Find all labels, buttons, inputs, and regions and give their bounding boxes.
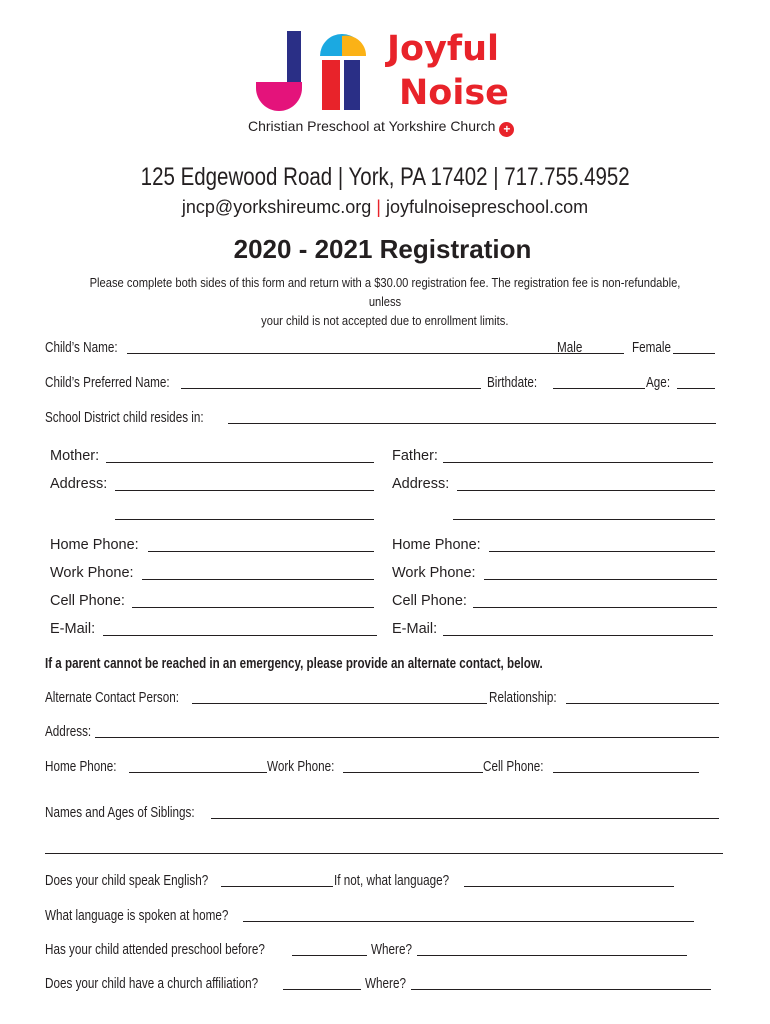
mother-email-field[interactable] <box>103 635 377 636</box>
preschool-field[interactable] <box>292 943 367 956</box>
birthdate-field[interactable] <box>553 376 645 389</box>
church-field[interactable] <box>283 977 361 990</box>
father-email-field[interactable] <box>443 635 713 636</box>
father-cell-phone-field[interactable] <box>473 607 717 608</box>
male-label: Male <box>557 339 583 356</box>
age-label: Age: <box>646 374 671 391</box>
mother-address-label: Address: <box>50 476 108 492</box>
school-district-row <box>45 409 725 427</box>
mother-work-phone-label: Work Phone: <box>50 565 134 581</box>
child-name-field[interactable] <box>127 341 593 354</box>
school-district-field[interactable] <box>228 411 716 424</box>
child-name-label: Child’s Name: <box>45 339 118 356</box>
home-language-label: What language is spoken at home? <box>45 907 229 924</box>
english-label: Does your child speak English? <box>45 872 209 889</box>
logo-tagline: Christian Preschool at Yorkshire Church + <box>248 118 514 137</box>
alternate-address-field[interactable] <box>95 725 719 738</box>
preschool-where-field[interactable] <box>417 943 687 956</box>
siblings-line2[interactable] <box>45 853 723 854</box>
language-label: If not, what language? <box>334 872 450 889</box>
alternate-home-phone-label: Home Phone: <box>45 758 117 775</box>
father-address-label: Address: <box>392 476 450 492</box>
alternate-contact-row <box>45 689 725 707</box>
father-email-label: E-Mail: <box>392 621 438 637</box>
home-language-row <box>45 907 725 925</box>
logo <box>248 28 534 138</box>
alternate-contact-field[interactable] <box>192 691 487 704</box>
father-address-field[interactable] <box>457 490 715 491</box>
alternate-work-phone-label: Work Phone: <box>267 758 335 775</box>
contact-separator: | <box>376 197 381 217</box>
mother-home-phone-label: Home Phone: <box>50 537 139 553</box>
logo-magenta-bowl <box>256 82 302 111</box>
mother-home-phone-field[interactable] <box>148 551 374 552</box>
email-link[interactable]: jncp@yorkshireumc.org <box>181 197 372 217</box>
address-line: 125 Edgewood Road | York, PA 17402 | 717.755.4952 <box>140 163 630 191</box>
siblings-label: Names and Ages of Siblings: <box>45 804 195 821</box>
alternate-work-phone-field[interactable] <box>343 760 483 773</box>
preschool-where-label: Where? <box>371 941 412 958</box>
english-row <box>45 872 725 890</box>
female-label: Female <box>632 339 672 356</box>
page-title: 2020 - 2021 Registration <box>233 234 532 264</box>
mother-address-field[interactable] <box>115 490 374 491</box>
father-home-phone-label: Home Phone: <box>392 537 481 553</box>
child-name-row <box>45 339 725 357</box>
alternate-cell-phone-label: Cell Phone: <box>483 758 544 775</box>
mother-cell-phone-label: Cell Phone: <box>50 593 125 609</box>
father-home-phone-field[interactable] <box>489 551 715 552</box>
logo-blue-bar <box>287 31 301 85</box>
logo-blue-leg-right <box>344 60 360 110</box>
mother-field[interactable] <box>106 462 374 463</box>
relationship-field[interactable] <box>566 691 719 704</box>
logo-yellow-arch <box>342 36 366 56</box>
mother-work-phone-field[interactable] <box>142 579 374 580</box>
mother-email-label: E-Mail: <box>50 621 96 637</box>
mother-label: Mother: <box>50 448 100 464</box>
intro-line-1: Please complete both sides of this form and return with a $30.00 registration fee. The registration fee is non-refundable, unless <box>89 275 681 309</box>
father-work-phone-label: Work Phone: <box>392 565 476 581</box>
preschool-label: Has your child attended preschool before? <box>45 941 265 958</box>
female-field[interactable] <box>673 341 715 354</box>
mother-address-line2[interactable] <box>115 519 374 520</box>
church-where-field[interactable] <box>411 977 711 990</box>
father-cell-phone-label: Cell Phone: <box>392 593 467 609</box>
mother-cell-phone-field[interactable] <box>132 607 374 608</box>
father-label: Father: <box>392 448 438 464</box>
school-district-label: School District child resides in: <box>45 409 204 426</box>
alternate-address-row <box>45 723 725 741</box>
siblings-field[interactable] <box>211 806 719 819</box>
logo-name-line2: Noise <box>399 73 509 113</box>
intro-text <box>30 273 740 330</box>
alternate-cell-phone-field[interactable] <box>553 760 699 773</box>
english-field[interactable] <box>221 874 333 887</box>
emergency-heading: If a parent cannot be reached in an emergency, please provide an alternate contact, below. <box>45 656 543 672</box>
contact-line <box>0 197 770 218</box>
father-work-phone-field[interactable] <box>484 579 717 580</box>
church-row <box>45 975 725 993</box>
alternate-address-label: Address: <box>45 723 92 740</box>
alternate-contact-label: Alternate Contact Person: <box>45 689 179 706</box>
logo-mark <box>254 28 374 118</box>
father-address-line2[interactable] <box>453 519 715 520</box>
home-language-field[interactable] <box>243 909 694 922</box>
logo-red-leg-left <box>322 60 340 110</box>
alternate-phones-row <box>45 758 725 776</box>
preschool-row <box>45 941 725 959</box>
alternate-home-phone-field[interactable] <box>129 760 267 773</box>
siblings-row <box>45 804 725 822</box>
church-label: Does your child have a church affiliation? <box>45 975 259 992</box>
website-link[interactable]: joyfulnoisepreschool.com <box>385 197 589 217</box>
child-preferred-row <box>45 374 725 392</box>
intro-line-2: your child is not accepted due to enrollment limits. <box>261 313 509 328</box>
relationship-label: Relationship: <box>489 689 557 706</box>
preferred-name-label: Child’s Preferred Name: <box>45 374 170 391</box>
male-field[interactable] <box>586 341 624 354</box>
birthdate-label: Birthdate: <box>487 374 538 391</box>
father-field[interactable] <box>443 462 713 463</box>
language-field[interactable] <box>464 874 674 887</box>
logo-name-line1: Joyful <box>387 29 500 69</box>
church-where-label: Where? <box>365 975 406 992</box>
age-field[interactable] <box>677 376 715 389</box>
preferred-name-field[interactable] <box>181 376 481 389</box>
parent-block <box>0 440 770 645</box>
cross-icon: + <box>499 122 514 137</box>
